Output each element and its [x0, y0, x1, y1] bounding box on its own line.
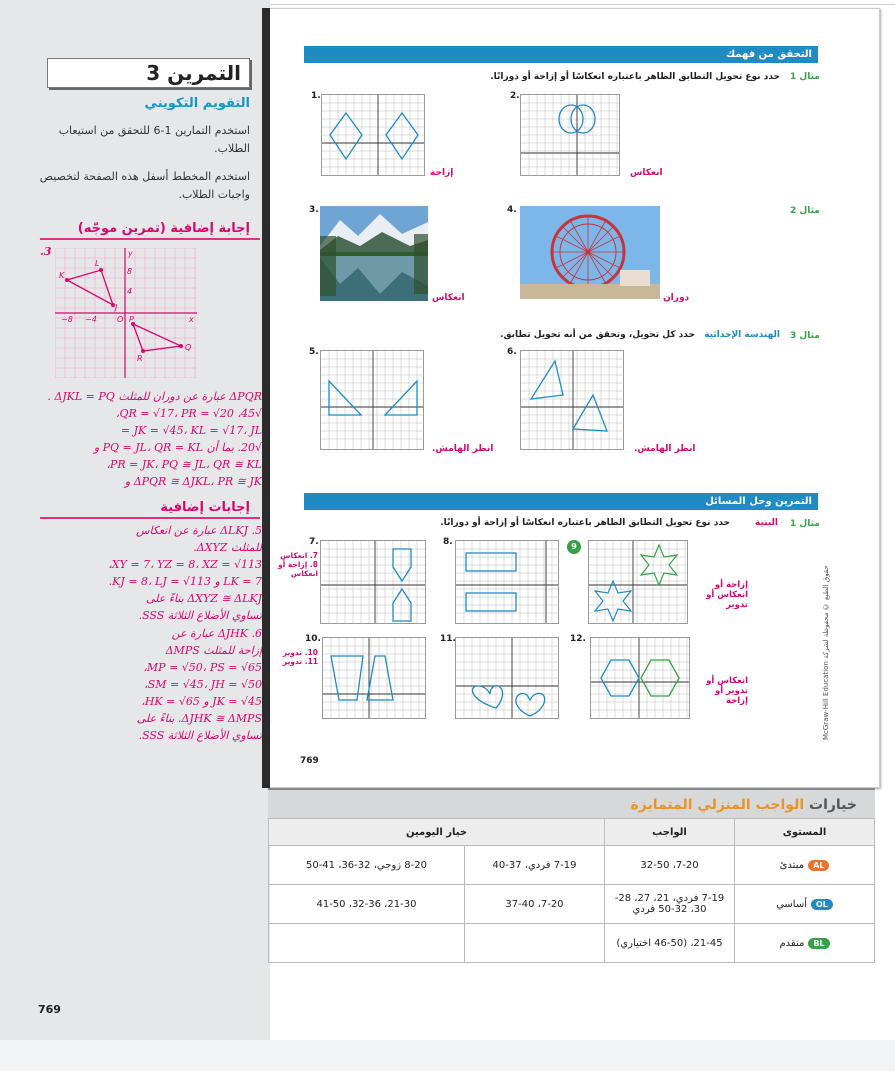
- graph-label-q: Q: [185, 343, 192, 352]
- ex6-line: 6. ΔJHK عبارة عن: [171, 627, 262, 640]
- item-number: 2.: [510, 91, 520, 101]
- homework-options: [268, 788, 875, 963]
- option-b-cell: [269, 924, 465, 963]
- ex6-line: ΔJHK ≅ ΔMPS. بناءً على: [136, 712, 262, 725]
- bottom-strip: [0, 1040, 895, 1071]
- extra-answer-heading: إجابة إضافية (تمرين موجّه): [77, 221, 250, 236]
- graph-label-r: R: [137, 354, 143, 363]
- magenta-rule: [40, 238, 260, 240]
- answer-5: انظر الهامش.: [432, 444, 494, 454]
- answer-6: انظر الهامش.: [634, 444, 696, 454]
- ex3-line: JK = √45، KL = √17، JL =: [120, 424, 262, 437]
- formative-paragraph-1: استخدم التمارين 1-6 للتحقق من استيعاب الطلاب.: [58, 124, 250, 155]
- ex3-label: 3.: [40, 245, 52, 258]
- homework-title-prefix: خيارات: [809, 797, 857, 813]
- example-2-label: مثال 2: [790, 206, 820, 216]
- figure-4-ferris-wheel-photo: [520, 206, 660, 299]
- item-number: 6.: [507, 347, 517, 357]
- copyright-side-credit: McGraw-Hill Education حقوق الطبع © محفوظة لشركة: [822, 565, 830, 740]
- ex6-line: MP = √50، PS = √65،: [143, 661, 262, 674]
- example-3-topic: الهندسة الإحداثية: [704, 330, 780, 340]
- table-row: [269, 924, 875, 963]
- figure-6-coordinate-translation: [520, 350, 624, 450]
- graph-origin: O: [117, 315, 124, 324]
- answer-1: إزاحة: [430, 168, 454, 178]
- practice-topic: البنية: [755, 518, 778, 528]
- answer-2: انعكاس: [630, 168, 663, 178]
- page-spine: [262, 8, 270, 788]
- figure-2-reflection: [520, 94, 620, 176]
- practice-instruction: حدد نوع تحويل التطابق الظاهر باعتباره انعكاسًا أو إزاحة أو دورانًا.: [440, 518, 730, 528]
- item-number: 12.: [570, 634, 586, 644]
- figure-9-stars: [588, 540, 688, 624]
- figure-1-translation: [321, 94, 425, 176]
- ex5-line: XY = 7، YZ = 8، XZ = √113،: [108, 558, 262, 571]
- ex3-line: PR = JK، PQ ≅ JL، QR ≅ KL،: [106, 458, 262, 471]
- answer-7-8: 7. انعكاس 8. إزاحة أو انعكاس: [278, 551, 318, 578]
- example-3-instruction: حدد كل تحويل، وتحقق من أنه تحويل تطابق.: [500, 330, 695, 340]
- figure-7-bowtie: [320, 540, 426, 624]
- homework-title: [268, 788, 875, 818]
- student-page-number: 769: [300, 756, 319, 766]
- graph-label-p: P: [129, 315, 134, 324]
- ex6-line: إزاحة للمثلث ΔMPS: [165, 644, 262, 657]
- item-number: 4.: [507, 205, 517, 215]
- level-name: متقدم: [779, 937, 805, 949]
- item-number: 3.: [309, 205, 319, 215]
- table-row: [269, 846, 875, 885]
- header-assignment: الواجب: [605, 819, 735, 846]
- assignment-cell: 7-20، 32-50: [605, 846, 735, 885]
- item-number: 8.: [443, 537, 453, 547]
- answer-9: إزاحة أو انعكاس أو تدوير: [706, 580, 748, 610]
- option-b-cell: 8-20 زوجي، 32-36، 41-50: [269, 846, 465, 885]
- item-number: 11.: [440, 634, 456, 644]
- margin-page-number: 769: [38, 1003, 61, 1016]
- level-name: مبتدئ: [779, 859, 805, 871]
- level-badge: OL: [811, 899, 833, 910]
- ex3-line: ΔPQR ≅ ΔJKL، PR ≅ JK و: [124, 475, 262, 488]
- header-level: المستوى: [735, 819, 875, 846]
- example-1-instruction: حدد نوع تحويل التطابق الظاهر باعتباره انعكاسًا أو إزاحة أو دورانًا.: [490, 72, 780, 82]
- figure-5-coordinate-reflection: [320, 350, 424, 450]
- graph-axis-y: y: [128, 249, 133, 258]
- level-cell: [735, 924, 875, 963]
- magenta-rule: [40, 517, 260, 519]
- answer-3: انعكاس: [432, 293, 465, 303]
- ex5-line: ΔXYZ ≅ ΔLKJ بناءً على: [145, 592, 262, 605]
- figure-8-rectangles: [455, 540, 559, 624]
- example-3-label: مثال 3: [790, 331, 820, 341]
- graph-label-k: K: [59, 271, 65, 280]
- practice-example-label: مثال 1: [790, 519, 820, 529]
- figure-11-hearts: [455, 637, 559, 719]
- ex3-line: √45، QR = √17، PR = √20،: [115, 407, 262, 420]
- graph-tick-neg4: −4: [85, 315, 97, 324]
- practice-bar: التمرين وحل المسائل: [304, 493, 818, 510]
- check-understanding-bar: التحقق من فهمك: [304, 46, 818, 63]
- item-number: 10.: [305, 634, 321, 644]
- graph-tick-4: 4: [127, 287, 133, 296]
- ex5-line: للمثلث ΔXYZ.: [193, 541, 262, 554]
- assignment-cell: 21-45، (46-50 اختياري): [605, 924, 735, 963]
- figure-10-trapezoids: [322, 637, 426, 719]
- answer-12: انعكاس أو تدوير أو إزاحة: [706, 676, 748, 706]
- level-badge: BL: [808, 938, 829, 949]
- homework-table: [268, 818, 875, 963]
- level-badge: AL: [808, 860, 829, 871]
- extra-answers-heading: إجابات إضافية: [160, 500, 250, 515]
- ex3-line: ΔPQR عبارة عن دوران للمثلث ΔJKL = PQ .: [47, 390, 262, 403]
- answer-4: دوران: [663, 293, 690, 303]
- ex5-line: LK = 7 و KJ = 8، LJ = √113.: [108, 575, 262, 588]
- level-cell: [735, 885, 875, 924]
- graph-axis-x: x: [189, 315, 194, 324]
- homework-title-highlight: الواجب المنزلي المتمايزة: [630, 797, 805, 813]
- ex6-line: SM = √45، JH = √50،: [144, 678, 262, 691]
- graph-tick-neg8: −8: [61, 315, 73, 324]
- formative-heading: التقويم التكويني: [144, 96, 250, 111]
- figure-12-hexagons: [590, 637, 690, 719]
- ex3-line: √20. بما أن PQ = JL، QR = KL و: [93, 441, 262, 454]
- graph-tick-8: 8: [127, 267, 133, 276]
- graph-label-j: J: [115, 303, 118, 312]
- ex6-explanation: [40, 625, 262, 744]
- ex3-explanation: [40, 388, 262, 490]
- graph-label-l: L: [95, 259, 100, 268]
- table-row: [269, 885, 875, 924]
- item-number: 7.: [309, 537, 319, 547]
- formative-paragraph-2: استخدم المخطط أسفل هذه الصفحة لتخصيص واجبات الطلاب.: [39, 170, 250, 201]
- ex5-line: 5. ΔLKJ عبارة عن انعكاس: [136, 524, 262, 537]
- option-a-cell: [464, 924, 604, 963]
- header-two-day: خيار اليومين: [269, 819, 605, 846]
- item-number: 1.: [311, 91, 321, 101]
- figure-3-mountain-lake-photo: [320, 206, 428, 301]
- lesson-title: 3 التمرين: [47, 58, 250, 88]
- ex5-explanation: [40, 522, 262, 624]
- option-a-cell: 7-19 فردي، 37-40: [464, 846, 604, 885]
- option-b-cell: 21-30، 32-36، 41-50: [269, 885, 465, 924]
- item-number: 5.: [309, 347, 319, 357]
- item-number-badge: 9: [567, 540, 581, 554]
- ex6-line: تساوي الأضلاع الثلاثة SSS.: [138, 729, 262, 742]
- example-1-label: مثال 1: [790, 72, 820, 82]
- assignment-cell: 7-19 فردي، 21، 27، 28-30، 32-50 فردي: [605, 885, 735, 924]
- answer-10-11: 10. تدوير 11. تدوير: [282, 648, 318, 666]
- level-cell: [735, 846, 875, 885]
- ex6-line: JK = √45 و HK = √65،: [141, 695, 262, 708]
- level-name: أساسي: [776, 898, 807, 910]
- ex3-graph: [55, 248, 197, 378]
- option-a-cell: 7-20، 37-40: [464, 885, 604, 924]
- ex5-line: تساوي الأضلاع الثلاثة SSS.: [138, 609, 262, 622]
